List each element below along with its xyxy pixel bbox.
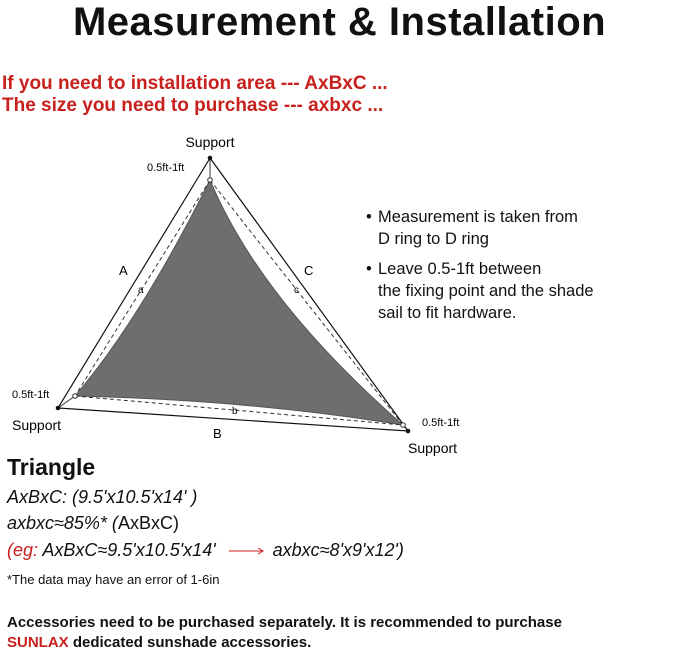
formula2-part-a: axbxc≈85%* (	[7, 513, 118, 533]
top-support-label: Support	[185, 134, 235, 150]
right-support-point	[406, 429, 411, 434]
intro-line-1: If you need to installation area --- AxBxC ...	[2, 73, 388, 94]
shade-sail	[75, 180, 403, 425]
page-title: Measurement & Installation	[72, 0, 607, 44]
formula3-open-paren: (	[7, 540, 13, 560]
accessories-text: Accessories need to be purchased separately. It is recommended to purchase	[7, 614, 562, 631]
left-tie-line	[58, 396, 75, 408]
triangle-heading: Triangle	[7, 454, 96, 480]
note-2-line-2: the fixing point and the shade	[378, 282, 594, 300]
left-gap-label: 0.5ft-1ft	[12, 389, 50, 401]
left-support-label: Support	[12, 417, 62, 433]
intro-line-2: The size you need to purchase --- axbxc ...	[2, 95, 384, 116]
formula2-part-c: )	[172, 513, 179, 533]
accessories-notice	[7, 613, 679, 653]
note-item-1	[366, 206, 676, 250]
top-support-point	[208, 156, 213, 161]
right-d-ring-icon	[401, 423, 406, 428]
bullet-icon: •	[366, 208, 372, 226]
side-b-label: b	[232, 406, 238, 417]
note-1-line-1: Measurement is taken from	[378, 208, 578, 226]
formula3-eg: eg:	[13, 540, 39, 560]
left-support-point	[56, 406, 61, 411]
formula-example	[7, 540, 404, 561]
arrow-right-icon	[229, 546, 265, 556]
error-footnote: *The data may have an error of 1-6in	[7, 572, 220, 587]
formula-purchase-size	[7, 513, 179, 534]
note-item-2	[366, 258, 676, 324]
top-gap-label: 0.5ft-1ft	[147, 162, 185, 174]
formula3-right: axbxc≈8'x9'x12')	[272, 540, 404, 560]
note-2-line-1: Leave 0.5-1ft between	[378, 260, 542, 278]
right-support-label: Support	[408, 440, 458, 456]
bullet-icon: •	[366, 260, 372, 278]
measurement-notes	[366, 206, 676, 332]
note-1-line-2: D ring to D ring	[378, 230, 489, 248]
note-2-line-3: sail to fit hardware.	[378, 304, 517, 322]
left-d-ring-icon	[73, 394, 78, 399]
side-A-label: A	[119, 263, 128, 278]
side-B-label: B	[213, 426, 222, 441]
right-gap-label: 0.5ft-1ft	[422, 417, 460, 429]
side-c-label: c	[294, 285, 299, 296]
formula2-part-b: AxBxC	[117, 513, 173, 533]
top-d-ring-icon	[208, 178, 213, 183]
accessories-text-2: dedicated sunshade accessories.	[68, 634, 312, 651]
side-C-label: C	[304, 263, 314, 278]
side-a-label: a	[138, 285, 144, 296]
brand-name: SUNLAX	[7, 634, 69, 651]
formula-installation-area: AxBxC: (9.5'x10.5'x14' )	[7, 487, 198, 507]
formula3-left: AxBxC≈9.5'x10.5'x14'	[38, 540, 216, 560]
